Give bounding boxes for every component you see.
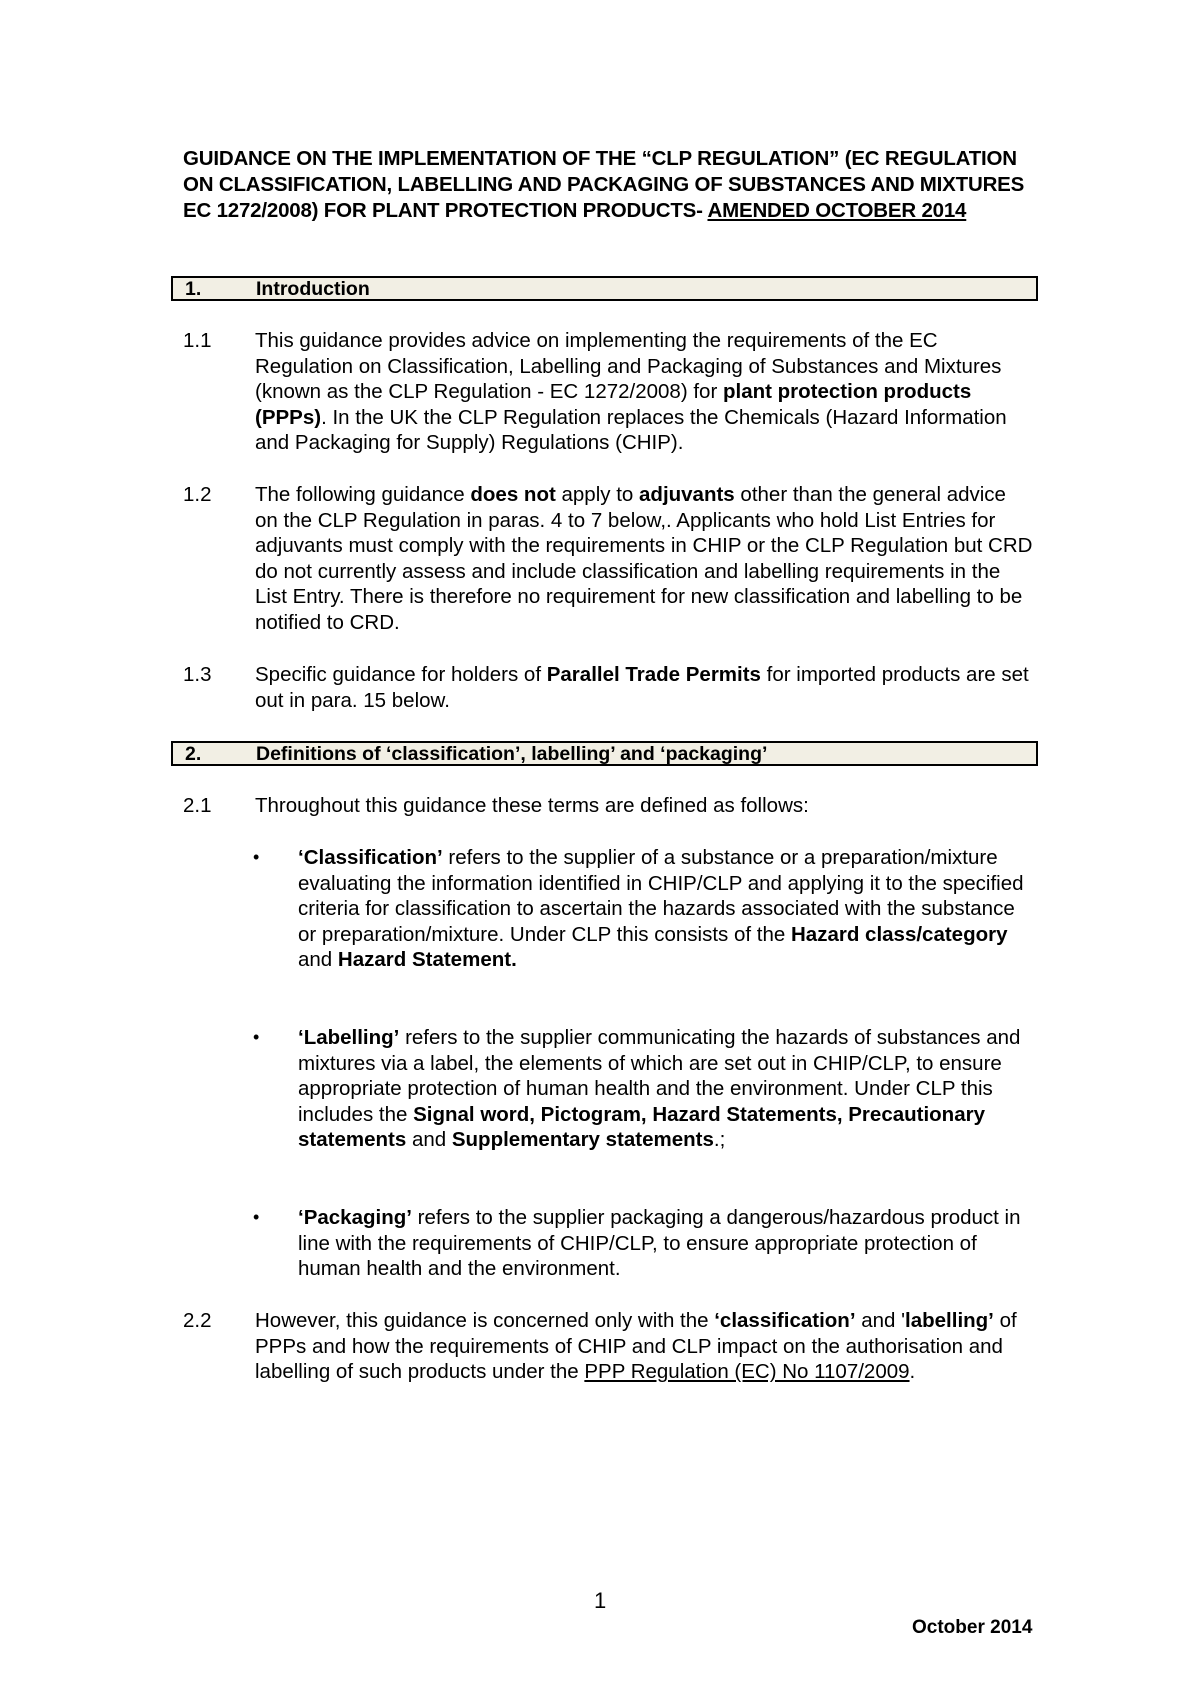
bold-term: does not	[470, 483, 556, 506]
paragraph-2-2	[183, 1308, 1033, 1385]
section-title: Introduction	[256, 278, 370, 300]
paragraph-number: 2.1	[183, 794, 212, 817]
paragraph-1-2	[183, 482, 1033, 636]
bullet-dot: •	[253, 1207, 260, 1227]
bullet-classification	[253, 845, 1033, 973]
paragraph-2-1	[183, 793, 1033, 819]
bullet-text: refers to the supplier communicating the hazards of substances and mixtures via a label, the elements of which are set out in CHIP/CLP, to ensure appropriate protection of human health and the environment. Under CLP this includes the	[298, 1026, 1021, 1126]
paragraph-text: other than the general advice on the CLP Regulation in paras. 4 to 7 below,. Applicants who hold List Entries for adjuvants must comply with the requirements in CHIP or the CLP Regulation but CRD do not currently assess and include classification and labelling requirements in the List Entry. There is therefore no requirement for new classification and labelling to be notified to CRD.	[255, 483, 1033, 634]
bold-term: adjuvants	[639, 483, 735, 506]
paragraph-number: 1.1	[183, 329, 212, 352]
bold-term: ‘Packaging’	[298, 1206, 412, 1229]
paragraph-text: Throughout this guidance these terms are defined as follows:	[255, 794, 809, 817]
bold-term: ‘classification’	[714, 1309, 856, 1332]
bold-term: Parallel Trade Permits	[546, 663, 761, 686]
paragraph-number: 1.2	[183, 483, 212, 506]
bold-term: ‘Labelling’	[298, 1026, 400, 1049]
title-main: GUIDANCE ON THE IMPLEMENTATION OF THE “CLP REGULATION” (EC REGULATION ON CLASSIFICATION, LABELLING AND PACKAGING OF SUBSTANCES AND MIXTURES EC 1272/2008) FOR PLANT PROTECTION PRODUCTS-	[183, 147, 1025, 222]
paragraph-number: 1.3	[183, 663, 212, 686]
document-title	[183, 146, 1033, 224]
bold-term: Hazard Statement.	[337, 948, 517, 972]
footer-date: October 2014	[912, 1617, 1033, 1638]
bold-term: Hazard class/category	[791, 922, 1008, 946]
section-number: 1.	[185, 278, 202, 300]
paragraph-text: for imported products are set out in para. 15 below.	[255, 663, 1029, 712]
bullet-text: and	[406, 1128, 452, 1152]
paragraph-text: Specific guidance for holders of	[255, 663, 547, 686]
section-number: 2.	[185, 743, 202, 765]
paragraph-text: This guidance provides advice on implementing the requirements of the EC Regulation on Classification, Labelling and Packaging of Substances and Mixtures (known as the CLP Regulation - EC 1272/2008) for	[255, 329, 1002, 404]
section-heading-2	[171, 741, 1038, 766]
ppp-regulation-link[interactable]: PPP Regulation (EC) No 1107/2009	[584, 1360, 910, 1384]
paragraph-1-3	[183, 662, 1033, 713]
paragraph-number: 2.2	[183, 1309, 212, 1332]
bullet-text: and	[298, 948, 338, 972]
bullet-text: refers to the supplier of a substance or a preparation/mixture evaluating the information identified in CHIP/CLP and applying it to the specified criteria for classification to ascertain the hazards associated with the substance or preparation/mixture. Under CLP this consists of the	[298, 846, 1024, 946]
bullet-text: .;	[713, 1128, 726, 1152]
bold-term: labelling’	[905, 1309, 994, 1332]
bullet-labelling	[253, 1025, 1033, 1153]
paragraph-text: and '	[855, 1309, 906, 1332]
paragraph-text: of PPPs and how the requirements of CHIP and CLP impact on the authorisation and labelling of such products under the	[255, 1309, 1017, 1384]
paragraph-text: However, this guidance is concerned only with the	[255, 1309, 715, 1332]
paragraph-1-1	[183, 328, 1033, 456]
bullet-packaging	[253, 1205, 1033, 1282]
bullet-text: refers to the supplier packaging a dangerous/hazardous product in line with the requirements of CHIP/CLP, to ensure appropriate protection of human health and the environment.	[298, 1206, 1021, 1281]
bullet-dot: •	[253, 1027, 260, 1047]
paragraph-text: The following guidance	[255, 483, 471, 506]
bold-term: Signal word, Pictogram, Hazard Statements, Precautionary statements	[298, 1102, 985, 1152]
page-number: 1	[594, 1588, 607, 1613]
paragraph-text: .	[909, 1360, 916, 1384]
paragraph-text: apply to	[555, 483, 640, 506]
bold-term: Supplementary statements	[451, 1128, 714, 1152]
section-heading-1	[171, 276, 1038, 301]
bold-term: plant protection products (PPPs)	[255, 380, 972, 429]
bullet-dot: •	[253, 847, 260, 867]
paragraph-text: . In the UK the CLP Regulation replaces the Chemicals (Hazard Information and Packaging for Supply) Regulations (CHIP).	[255, 405, 1007, 455]
section-title: Definitions of ‘classification’, labelling’ and ‘packaging’	[256, 743, 768, 765]
bold-term: ‘Classification’	[298, 846, 443, 869]
title-amended: AMENDED OCTOBER 2014	[707, 199, 967, 222]
